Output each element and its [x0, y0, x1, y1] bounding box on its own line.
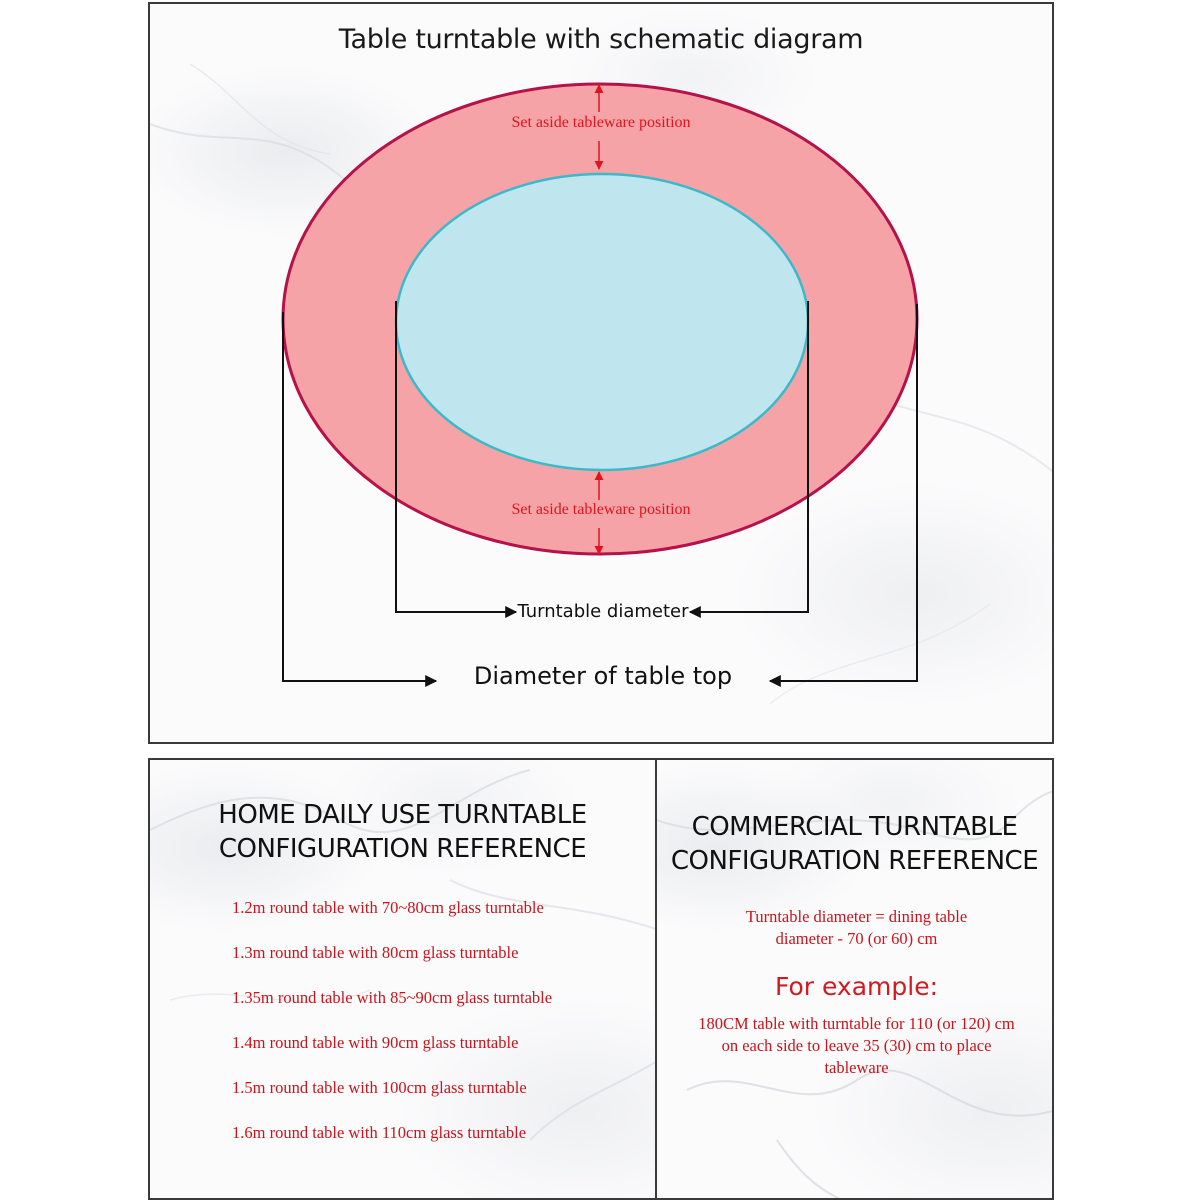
list-item: 1.35m round table with 85~90cm glass turntable [232, 988, 553, 1007]
list-item: 1.4m round table with 90cm glass turntable [232, 1033, 519, 1052]
list-item: 1.2m round table with 70~80cm glass turntable [232, 898, 544, 917]
home-config-list [232, 898, 552, 1168]
formula-line1: Turntable diameter = dining table [745, 907, 968, 926]
example-heading: For example: [774, 972, 939, 1001]
example-line2: on each side to leave 35 (30) cm to place [721, 1036, 992, 1055]
turntable-formula [667, 906, 1046, 950]
top-tableware-label: Set aside tableware position [511, 114, 691, 131]
commercial-heading [657, 810, 1052, 878]
commercial-config-panel [655, 758, 1054, 1200]
tabletop-diameter-label: Diameter of table top [473, 662, 733, 690]
home-heading-line1: HOME DAILY USE TURNTABLE [218, 800, 587, 830]
home-heading [150, 798, 655, 866]
list-item: 1.6m round table with 110cm glass turntable [232, 1123, 527, 1142]
example-line1: 180CM table with turntable for 110 (or 120) cm [698, 1014, 1015, 1033]
list-item: 1.3m round table with 80cm glass turntable [232, 943, 519, 962]
diagram-title: Table turntable with schematic diagram [338, 24, 864, 55]
turntable-diameter-label: Turntable diameter [517, 601, 689, 622]
example-line3: tableware [824, 1058, 889, 1077]
turntable-ellipse [396, 174, 808, 470]
formula-line2: diameter - 70 (or 60) cm [775, 929, 938, 948]
schematic-panel [148, 2, 1054, 744]
list-item: 1.5m round table with 100cm glass turntable [232, 1078, 527, 1097]
commercial-heading-line2: CONFIGURATION REFERENCE [670, 846, 1039, 876]
bottom-tableware-label: Set aside tableware position [511, 501, 691, 518]
commercial-heading-line1: COMMERCIAL TURNTABLE [691, 812, 1018, 842]
home-config-panel [148, 758, 657, 1200]
home-heading-line2: CONFIGURATION REFERENCE [218, 834, 587, 864]
example-text [667, 1013, 1046, 1079]
